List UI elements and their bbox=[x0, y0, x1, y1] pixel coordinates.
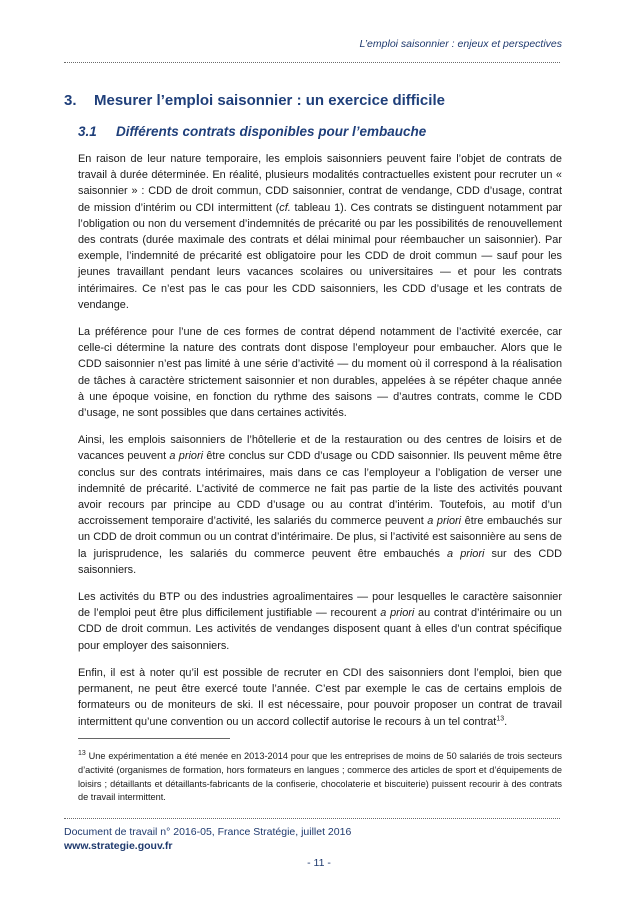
footnote-text: Une expérimentation a été menée en 2013-2014 pour que les entreprises de moins de 50 salariés de trois secteurs d’activité (organismes de formation, hors formateurs en langues ; commerce des articles de sport et d’équipements de loisirs ; détaillants et détaillants-fabricants de la confiserie, chocolaterie et biscuiterie) puissent recourir à des contrats de travail intermittent. bbox=[78, 751, 562, 803]
body-text bbox=[78, 151, 562, 741]
italic-term: a priori bbox=[447, 547, 485, 560]
paragraph-2: La préférence pour l’une de ces formes de contrat dépend notamment de l’activité exercée, car celle-ci détermine la nature des contrats dont dispose l’employeur pour embaucher. Alors que le CDD saisonnier n’est pas limité à une série d’activité — du moment où il correspond à la réalisation de tâches à caractère strictement saisonnier et non durables, appelées à se répéter chaque année à une époque voisine, en fonction du rythme des saisons — d’autres contrats, comme le CDD d’usage, ne sont possibles que dans certaines activités. bbox=[78, 326, 562, 420]
paragraph-text: Les activités du BTP ou des industries agroalimentaires — pour lesquelles le caractère saisonnier de l’emploi peut être plus difficilement justifiable — recourent bbox=[78, 591, 562, 620]
paragraph-1 bbox=[78, 151, 562, 313]
paragraph-text: En raison de leur nature temporaire, les emplois saisonniers peuvent faire l’objet de contrats de travail à durée déterminée. En réalité, plusieurs modalités contractuelles existent pour recruter un « saisonnier » : CDD de droit commun, CDD saisonnier, contrat de vendange, CDD d’usage, contrat de mission d’intérim ou CDI intermittent ( bbox=[78, 153, 562, 214]
paragraph-text: Enfin, il est à noter qu’il est possible de recruter en CDI des saisonniers dont l’emploi, bien que permanent, ne peut être exercé toute l’année. C’est par exemple le cas de certains emplois de formateurs ou de moniteurs de ski. Il est nécessaire, pour pouvoir proposer un contrat de travail intermittent qu’une convention ou un accord collectif autorise le recours à un tel contrat bbox=[78, 666, 562, 728]
paragraph-text: . bbox=[504, 715, 508, 728]
subsection-number: 3.1 bbox=[78, 124, 97, 139]
paragraph-text: au contrat d’intérimaire ou un CDD de droit commun. Les activités de vendanges disposent quant à elles d’un contrat spécifique pour employer des saisonniers. bbox=[78, 607, 562, 652]
section-number: 3. bbox=[64, 92, 77, 109]
italic-term: a priori bbox=[427, 515, 462, 528]
italic-term: a priori bbox=[380, 607, 415, 620]
running-header: L’emploi saisonnier : enjeux et perspectives bbox=[359, 38, 562, 50]
section-title: Mesurer l’emploi saisonnier : un exercice difficile bbox=[94, 92, 445, 109]
footnote-separator bbox=[78, 738, 230, 739]
footnote-reference[interactable]: 13 bbox=[496, 714, 505, 722]
footer-website-link[interactable]: www.strategie.gouv.fr bbox=[64, 840, 173, 852]
footer-document-reference: Document de travail n° 2016-05, France Stratégie, juillet 2016 bbox=[64, 826, 352, 838]
section-heading bbox=[64, 92, 445, 109]
footnote bbox=[78, 750, 562, 805]
italic-term: a priori bbox=[169, 450, 204, 463]
page-number: - 11 - bbox=[307, 857, 331, 869]
paragraph-text: être conclus sur CDD d’usage ou CDD saisonnier. Ils peuvent même être conclus sur des contrats intérimaires, mais dans ce cas l’employeur a l’obligation de verser une indemnité de précarité. L’activité de commerce ne fait pas partie de la liste des activités pouvant avoir recours par principe au CDD d’usage ou au contrat d’intérim. Toutefois, au motif d’un accroissement temporaire d’activité, les salariés du commerce peuvent bbox=[78, 450, 562, 528]
subsection-heading bbox=[78, 124, 426, 139]
cf-abbrev: cf. bbox=[279, 201, 291, 214]
paragraph-5 bbox=[78, 665, 562, 730]
paragraph-text: tableau 1). Ces contrats se distinguent notamment par l’obligation ou non du versement d’indemnités de précarité ou par les possibilités de renouvellement des contrats (durée maximale des contrats et délai minimal pour réembaucher un saisonnier). Par exemple, l’indemnité de précarité est obligatoire pour les CDD de droit commun — sauf pour les jeunes travaillant pendant leurs vacances scolaires ou universitaires — et pour les contrats intérimaires. Ce n’est pas le cas pour les CDD saisonniers, les CDD d’usage et les contrats de vendange. bbox=[78, 201, 562, 311]
paragraph-text: sur des CDD saisonniers. bbox=[78, 547, 562, 576]
paragraph-text: être embauchés sur un CDD de droit commun ou un contrat d’intérimaire. De plus, si l’activité est saisonnière au sens de la jurisprudence, les salariés du commerce peuvent être embauchés bbox=[78, 515, 562, 560]
subsection-title: Différents contrats disponibles pour l’embauche bbox=[116, 124, 427, 139]
paragraph-4 bbox=[78, 589, 562, 654]
footer-divider bbox=[64, 818, 560, 819]
paragraph-text: Ainsi, les emplois saisonniers de l’hôtellerie et de la restauration ou des centres de loisirs et de vacances peuvent bbox=[78, 434, 562, 463]
paragraph-3 bbox=[78, 432, 562, 578]
header-divider bbox=[64, 62, 560, 63]
footnote-marker: 13 bbox=[78, 749, 86, 757]
